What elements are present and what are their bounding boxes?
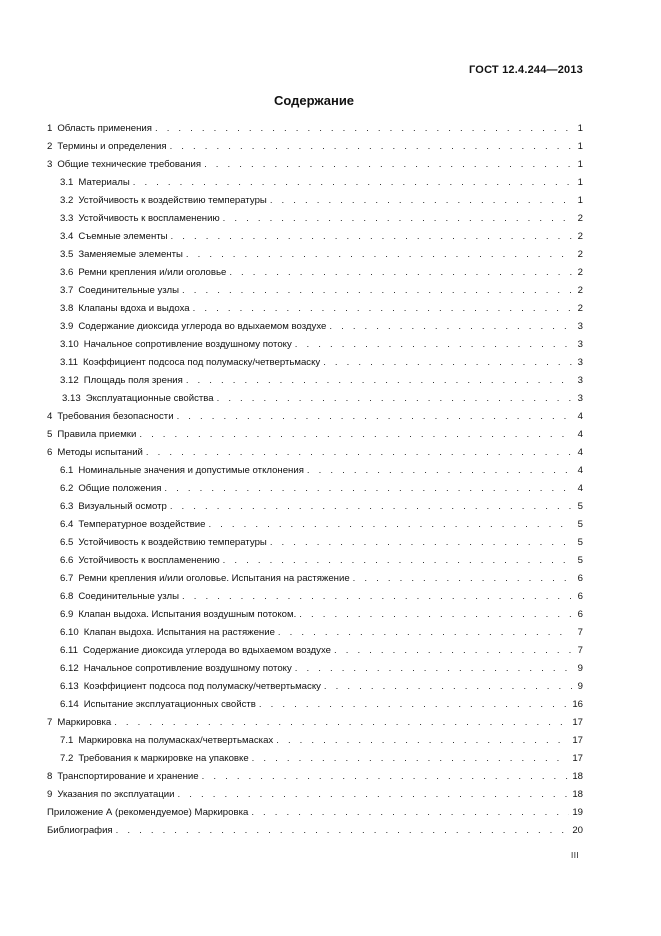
toc-entry-page: 3 xyxy=(577,393,583,404)
toc-entry-text: Клапан выдоха. Испытания воздушным потоком. xyxy=(78,609,297,620)
toc-entry-label xyxy=(47,786,175,804)
toc-entry-text: Библиография xyxy=(47,825,113,836)
toc-entry-text: Ремни крепления и/или оголовье. Испытания на растяжение xyxy=(78,573,350,584)
toc-entry[interactable] xyxy=(47,120,583,138)
toc-entry-page: 7 xyxy=(577,627,583,638)
toc-entry-page: 16 xyxy=(572,699,583,710)
toc-entry-text: Устойчивость к воспламенению xyxy=(78,213,220,224)
toc-entry-number: 5 xyxy=(47,429,53,440)
toc-entry-label xyxy=(60,246,183,264)
toc-dot-leader xyxy=(170,138,572,156)
toc-entry-text: Начальное сопротивление воздушному потоку xyxy=(83,663,292,674)
toc-entry-number: 8 xyxy=(47,771,53,782)
toc-dot-leader xyxy=(186,372,572,390)
toc-entry-number: 2 xyxy=(47,141,53,152)
toc-entry-number: 6.13 xyxy=(60,681,79,692)
toc-entry[interactable] xyxy=(47,408,583,426)
toc-entry-label xyxy=(60,192,267,210)
toc-entry-number: 6.8 xyxy=(60,591,74,602)
toc-entry[interactable] xyxy=(47,516,583,534)
toc-dot-leader xyxy=(178,786,570,804)
toc-dot-leader xyxy=(202,768,570,786)
toc-entry[interactable] xyxy=(47,660,583,678)
toc-entry-page: 18 xyxy=(572,771,583,782)
toc-dot-leader xyxy=(155,120,572,138)
toc-entry-number: 6.2 xyxy=(60,483,74,494)
toc-entry-text: Указания по эксплуатации xyxy=(57,789,175,800)
toc-dot-leader xyxy=(307,462,572,480)
toc-entry[interactable] xyxy=(47,246,583,264)
toc-entry-text: Методы испытаний xyxy=(57,447,143,458)
toc-entry-number: 1 xyxy=(47,123,53,134)
toc-entry-text: Содержание диоксида углерода во вдыхаемом воздухе xyxy=(82,645,331,656)
toc-entry-number: 3.12 xyxy=(60,375,79,386)
toc-entry[interactable] xyxy=(47,750,583,768)
toc-entry-label xyxy=(60,750,249,768)
toc-entry-number: 3.4 xyxy=(60,231,74,242)
toc-entry-text: Эксплуатационные свойства xyxy=(85,393,214,404)
toc-entry-label xyxy=(60,336,292,354)
toc-entry-number: 3.11 xyxy=(60,357,78,368)
toc-entry-number: 3.9 xyxy=(60,321,74,332)
toc-entry-page: 1 xyxy=(577,141,583,152)
toc-entry-label xyxy=(60,354,320,372)
toc-entry-page: 2 xyxy=(577,213,583,224)
toc-dot-leader xyxy=(177,408,572,426)
toc-entry-number: 6.12 xyxy=(60,663,79,674)
toc-entry[interactable] xyxy=(47,318,583,336)
toc-entry-page: 5 xyxy=(577,519,583,530)
toc-entry-label xyxy=(60,228,168,246)
toc-entry-label xyxy=(47,444,143,462)
toc-dot-leader xyxy=(116,822,570,840)
toc-dot-leader xyxy=(164,480,572,498)
toc-entry-page: 1 xyxy=(577,195,583,206)
toc-entry-page: 2 xyxy=(577,249,583,260)
toc-entry[interactable] xyxy=(47,678,583,696)
toc-dot-leader xyxy=(270,534,572,552)
toc-dot-leader xyxy=(334,642,572,660)
toc-entry-text: Температурное воздействие xyxy=(78,519,206,530)
toc-entry[interactable] xyxy=(47,264,583,282)
toc-entry-label xyxy=(60,660,292,678)
toc-entry-label xyxy=(47,768,199,786)
toc-entry-page: 6 xyxy=(577,573,583,584)
toc-entry-text: Маркировка на полумасках/четвертьмасках xyxy=(78,735,274,746)
toc-dot-leader xyxy=(182,588,572,606)
toc-dot-leader xyxy=(182,282,572,300)
toc-entry[interactable] xyxy=(47,570,583,588)
toc-entry-number: 3.13 xyxy=(62,393,81,404)
toc-entry-label xyxy=(60,300,190,318)
toc-entry-text: Устойчивость к воздействию температуры xyxy=(78,537,267,548)
toc-entry-page: 3 xyxy=(577,375,583,386)
toc-entry-number: 6 xyxy=(47,447,53,458)
toc-entry-number: 6.14 xyxy=(60,699,79,710)
toc-entry-text: Коэффициент подсоса под полумаску/четвертьмаску xyxy=(82,357,321,368)
toc-entry[interactable] xyxy=(47,696,583,714)
toc-entry[interactable] xyxy=(47,732,583,750)
toc-entry[interactable] xyxy=(47,642,583,660)
toc-dot-leader xyxy=(323,354,572,372)
toc-entry-label xyxy=(60,516,205,534)
page-folio: III xyxy=(571,851,580,860)
toc-entry-page: 2 xyxy=(577,303,583,314)
toc-entry-label xyxy=(47,804,248,822)
toc-entry-text: Правила приемки xyxy=(57,429,137,440)
toc-entry-page: 4 xyxy=(577,411,583,422)
toc-dot-leader xyxy=(133,174,572,192)
toc-entry-text: Общие положения xyxy=(78,483,162,494)
toc-entry-text: Клапан выдоха. Испытания на растяжение xyxy=(83,627,275,638)
toc-entry-page: 17 xyxy=(572,735,583,746)
toc-dot-leader xyxy=(299,606,572,624)
toc-entry-text: Маркировка xyxy=(57,717,112,728)
toc-entry-text: Материалы xyxy=(78,177,130,188)
toc-entry-page: 4 xyxy=(577,465,583,476)
toc-entry[interactable] xyxy=(47,552,583,570)
toc-entry[interactable] xyxy=(47,462,583,480)
toc-entry-number: 6.3 xyxy=(60,501,74,512)
toc-entry[interactable] xyxy=(47,624,583,642)
toc-entry-label xyxy=(60,552,220,570)
toc-entry-page: 2 xyxy=(577,267,583,278)
toc-entry[interactable] xyxy=(47,156,583,174)
toc-entry[interactable] xyxy=(47,192,583,210)
toc-entry-text: Общие технические требования xyxy=(57,159,202,170)
toc-entry-page: 4 xyxy=(577,447,583,458)
toc-entry[interactable] xyxy=(47,336,583,354)
toc-entry-number: 7.2 xyxy=(60,753,74,764)
toc-entry-label xyxy=(47,408,174,426)
toc-entry[interactable] xyxy=(47,138,583,156)
toc-entry[interactable] xyxy=(47,300,583,318)
toc-entry-label xyxy=(60,642,331,660)
toc-entry[interactable] xyxy=(47,534,583,552)
toc-entry-page: 4 xyxy=(577,483,583,494)
toc-entry-number: 6.6 xyxy=(60,555,74,566)
toc-entry-page: 20 xyxy=(572,825,583,836)
toc-entry-label xyxy=(60,732,273,750)
toc-entry[interactable] xyxy=(47,210,583,228)
toc-entry-text: Содержание диоксида углерода во вдыхаемом воздухе xyxy=(78,321,327,332)
toc-entry-label xyxy=(47,120,152,138)
toc-entry-text: Коэффициент подсоса под полумаску/четвертьмаску xyxy=(83,681,321,692)
toc-entry-page: 5 xyxy=(577,537,583,548)
toc-entry-label xyxy=(60,696,256,714)
toc-entry-text: Ремни крепления и/или оголовье xyxy=(78,267,227,278)
toc-entry[interactable] xyxy=(47,588,583,606)
toc-entry-label xyxy=(47,138,167,156)
toc-entry-page: 6 xyxy=(577,609,583,620)
toc-entry[interactable] xyxy=(47,768,583,786)
toc-entry-text: Номинальные значения и допустимые отклонения xyxy=(78,465,304,476)
toc-dot-leader xyxy=(186,246,572,264)
toc-entry-text: Начальное сопротивление воздушному потоку xyxy=(83,339,292,350)
toc-dot-leader xyxy=(139,426,572,444)
toc-entry[interactable] xyxy=(47,174,583,192)
toc-dot-leader xyxy=(276,732,569,750)
toc-entry-page: 3 xyxy=(577,339,583,350)
toc-entry-text: Требования безопасности xyxy=(57,411,174,422)
toc-entry-number: 3.7 xyxy=(60,285,74,296)
toc-entry-page: 19 xyxy=(572,807,583,818)
toc-entry-number: 3.3 xyxy=(60,213,74,224)
toc-dot-leader xyxy=(251,804,569,822)
toc-entry-label xyxy=(60,264,226,282)
toc-entry-text: Термины и определения xyxy=(57,141,167,152)
toc-dot-leader xyxy=(229,264,572,282)
toc-entry-label xyxy=(60,462,304,480)
table-of-contents xyxy=(47,120,583,840)
toc-entry-label xyxy=(60,606,296,624)
toc-entry[interactable] xyxy=(47,606,583,624)
toc-entry-page: 17 xyxy=(572,753,583,764)
toc-dot-leader xyxy=(217,390,572,408)
toc-entry-text: Устойчивость к воспламенению xyxy=(78,555,220,566)
toc-entry-page: 18 xyxy=(572,789,583,800)
toc-entry-label xyxy=(60,318,326,336)
toc-entry-text: Визуальный осмотр xyxy=(78,501,167,512)
toc-entry-number: 3 xyxy=(47,159,53,170)
toc-entry-number: 7 xyxy=(47,717,53,728)
toc-dot-leader xyxy=(353,570,572,588)
toc-entry-label xyxy=(60,282,179,300)
toc-entry-page: 9 xyxy=(577,663,583,674)
toc-entry-page: 3 xyxy=(577,357,583,368)
toc-entry-page: 6 xyxy=(577,591,583,602)
toc-entry-text: Клапаны вдоха и выдоха xyxy=(78,303,190,314)
toc-dot-leader xyxy=(252,750,570,768)
toc-entry-text: Площадь поля зрения xyxy=(83,375,183,386)
toc-dot-leader xyxy=(295,336,572,354)
toc-entry-label xyxy=(60,210,220,228)
toc-entry[interactable] xyxy=(47,822,583,840)
toc-entry-text: Соединительные узлы xyxy=(78,285,180,296)
toc-entry-page: 2 xyxy=(577,231,583,242)
toc-entry-label xyxy=(47,714,111,732)
toc-entry-text: Заменяемые элементы xyxy=(78,249,183,260)
toc-entry-text: Транспортирование и хранение xyxy=(57,771,199,782)
toc-dot-leader xyxy=(324,678,572,696)
toc-entry-number: 3.2 xyxy=(60,195,74,206)
toc-entry-text: Соединительные узлы xyxy=(78,591,180,602)
toc-dot-leader xyxy=(171,228,572,246)
toc-entry-page: 7 xyxy=(577,645,583,656)
toc-entry-label xyxy=(47,822,113,840)
toc-entry[interactable] xyxy=(47,390,583,408)
toc-entry-number: 9 xyxy=(47,789,53,800)
toc-entry-label xyxy=(60,624,275,642)
toc-entry-number: 6.9 xyxy=(60,609,74,620)
toc-entry-number: 7.1 xyxy=(60,735,74,746)
toc-entry-text: Область применения xyxy=(57,123,152,134)
toc-entry-page: 1 xyxy=(577,159,583,170)
standard-number: ГОСТ 12.4.244—2013 xyxy=(469,64,583,76)
toc-dot-leader xyxy=(208,516,572,534)
toc-entry-page: 9 xyxy=(577,681,583,692)
toc-entry-number: 6.7 xyxy=(60,573,74,584)
toc-entry[interactable] xyxy=(47,714,583,732)
toc-dot-leader xyxy=(295,660,572,678)
toc-entry[interactable] xyxy=(47,354,583,372)
toc-entry-label xyxy=(60,174,130,192)
toc-entry-number: 3.8 xyxy=(60,303,74,314)
toc-entry-page: 17 xyxy=(572,717,583,728)
toc-dot-leader xyxy=(114,714,569,732)
toc-dot-leader xyxy=(170,498,572,516)
toc-entry[interactable] xyxy=(47,372,583,390)
toc-entry[interactable] xyxy=(47,804,583,822)
toc-title: Содержание xyxy=(273,93,355,108)
toc-entry-page: 5 xyxy=(577,555,583,566)
toc-dot-leader xyxy=(223,210,572,228)
toc-entry-text: Требования к маркировке на упаковке xyxy=(78,753,249,764)
toc-entry[interactable] xyxy=(47,426,583,444)
toc-entry-number: 6.5 xyxy=(60,537,74,548)
toc-entry-number: 6.4 xyxy=(60,519,74,530)
toc-entry-page: 4 xyxy=(577,429,583,440)
toc-entry[interactable] xyxy=(47,444,583,462)
toc-entry-label xyxy=(47,426,136,444)
toc-entry-number: 3.1 xyxy=(60,177,74,188)
toc-entry-page: 2 xyxy=(577,285,583,296)
toc-dot-leader xyxy=(270,192,572,210)
toc-entry-label xyxy=(62,390,214,408)
toc-entry[interactable] xyxy=(47,786,583,804)
toc-entry-text: Устойчивость к воздействию температуры xyxy=(78,195,267,206)
toc-entry-page: 1 xyxy=(577,123,583,134)
toc-entry-label xyxy=(47,156,201,174)
toc-entry-label xyxy=(60,480,161,498)
toc-dot-leader xyxy=(204,156,572,174)
toc-entry[interactable] xyxy=(47,282,583,300)
toc-entry-number: 6.11 xyxy=(60,645,78,656)
toc-entry-label xyxy=(60,588,179,606)
toc-entry-label xyxy=(60,498,167,516)
toc-entry-text: Съемные элементы xyxy=(78,231,168,242)
toc-entry-number: 3.6 xyxy=(60,267,74,278)
toc-entry[interactable] xyxy=(47,498,583,516)
toc-dot-leader xyxy=(259,696,569,714)
toc-entry-label xyxy=(60,570,350,588)
toc-entry-page: 5 xyxy=(577,501,583,512)
toc-entry-label xyxy=(60,534,267,552)
toc-entry-number: 6.1 xyxy=(60,465,74,476)
toc-entry-number: 4 xyxy=(47,411,53,422)
toc-entry[interactable] xyxy=(47,480,583,498)
toc-entry-page: 1 xyxy=(577,177,583,188)
toc-dot-leader xyxy=(193,300,572,318)
toc-entry-label xyxy=(60,372,183,390)
toc-dot-leader xyxy=(146,444,572,462)
toc-entry-text: Испытание эксплуатационных свойств xyxy=(83,699,256,710)
toc-entry[interactable] xyxy=(47,228,583,246)
toc-dot-leader xyxy=(329,318,572,336)
toc-entry-page: 3 xyxy=(577,321,583,332)
toc-entry-number: 3.10 xyxy=(60,339,79,350)
toc-dot-leader xyxy=(278,624,572,642)
toc-entry-label xyxy=(60,678,321,696)
toc-entry-text: Приложение А (рекомендуемое) Маркировка xyxy=(47,807,249,818)
toc-entry-number: 6.10 xyxy=(60,627,79,638)
toc-dot-leader xyxy=(223,552,572,570)
toc-entry-number: 3.5 xyxy=(60,249,74,260)
